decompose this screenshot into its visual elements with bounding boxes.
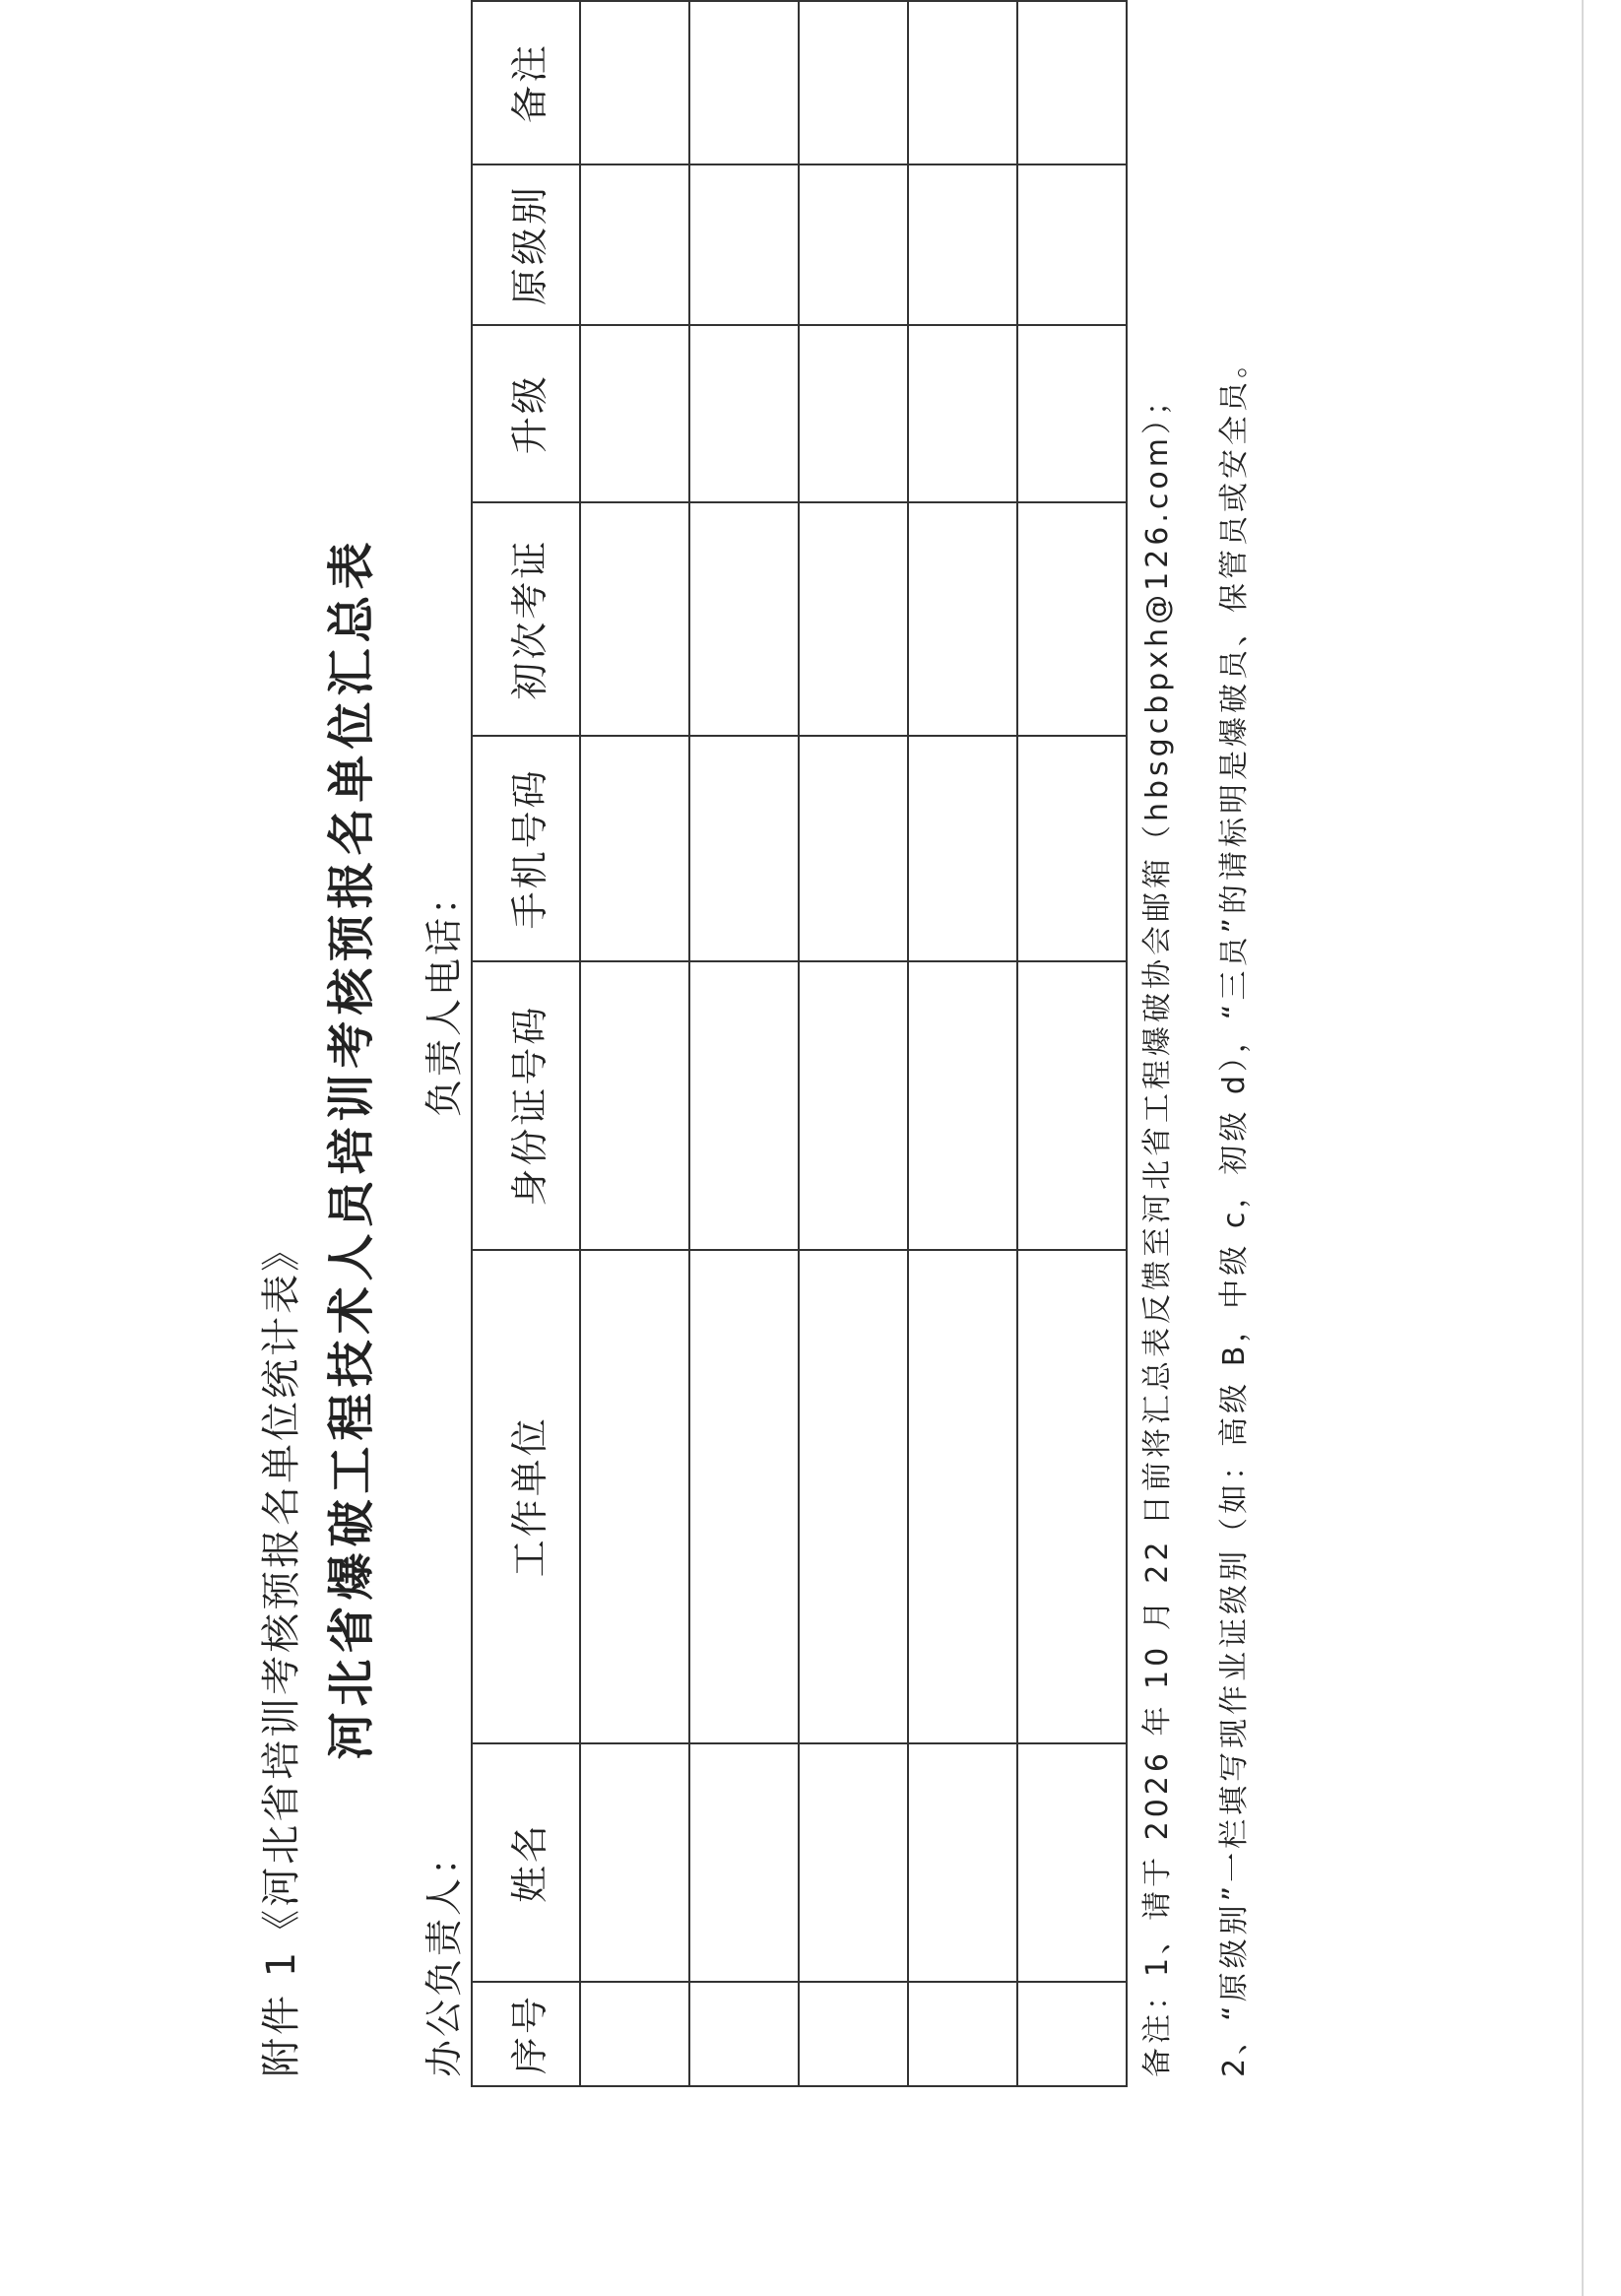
table-cell-upgrade bbox=[1017, 325, 1127, 502]
table-cell-unit bbox=[908, 1250, 1017, 1743]
table-row bbox=[580, 1, 689, 2086]
table-cell-remark bbox=[908, 1, 1017, 164]
form-title: 河北省爆破工程技术人员培训考核预报名单位汇总表 bbox=[324, 536, 379, 1760]
table-cell-mobile bbox=[689, 736, 799, 961]
table-cell-unit bbox=[689, 1250, 799, 1743]
table-cell-name bbox=[580, 1743, 689, 1982]
phone-label: 负责人电话： bbox=[422, 874, 466, 1117]
table-row bbox=[689, 1, 799, 2086]
table-cell-seq bbox=[799, 1982, 908, 2086]
table-cell-name bbox=[689, 1743, 799, 1982]
table-cell-orig bbox=[908, 164, 1017, 325]
table-cell-id bbox=[580, 961, 689, 1250]
header-mobile: 手机号码 bbox=[472, 736, 580, 961]
table-row bbox=[908, 1, 1017, 2086]
table-cell-name bbox=[799, 1743, 908, 1982]
table-cell-upgrade bbox=[689, 325, 799, 502]
header-name: 姓名 bbox=[472, 1743, 580, 1982]
table-cell-mobile bbox=[908, 736, 1017, 961]
header-first-exam: 初次考证 bbox=[472, 502, 580, 736]
table-cell-mobile bbox=[580, 736, 689, 961]
header-seq: 序号 bbox=[472, 1982, 580, 2086]
registration-table bbox=[471, 0, 1128, 2087]
office-head-label: 办公负责人： bbox=[422, 1834, 466, 2077]
table-cell-orig bbox=[689, 164, 799, 325]
table-header-row bbox=[472, 1, 580, 2086]
table-cell-first bbox=[689, 502, 799, 736]
table-cell-id bbox=[799, 961, 908, 1250]
table-cell-id bbox=[689, 961, 799, 1250]
table-cell-unit bbox=[580, 1250, 689, 1743]
table-cell-name bbox=[908, 1743, 1017, 1982]
header-original-level: 原级别 bbox=[472, 164, 580, 325]
table-cell-remark bbox=[1017, 1, 1127, 164]
header-upgrade: 升级 bbox=[472, 325, 580, 502]
table-cell-id bbox=[1017, 961, 1127, 1250]
table-cell-upgrade bbox=[580, 325, 689, 502]
note-line-1: 备注：1、请于 2026 年 10 月 22 日前将汇总表反馈至河北省工程爆破协会邮箱（hbsgcbpxh@126.com）； bbox=[1140, 382, 1175, 2077]
table-cell-upgrade bbox=[799, 325, 908, 502]
header-remark: 备注 bbox=[472, 1, 580, 164]
note-line-2: 2、“原级别”一栏填写现作业证级别（如：高级 B，中级 c，初级 d），“三员”的请标明是爆破员、保管员或安全员。 bbox=[1217, 345, 1252, 2077]
table-cell-unit bbox=[799, 1250, 908, 1743]
table-row bbox=[799, 1, 908, 2086]
table-cell-remark bbox=[689, 1, 799, 164]
table-cell-upgrade bbox=[908, 325, 1017, 502]
table-cell-orig bbox=[580, 164, 689, 325]
table-row bbox=[1017, 1, 1127, 2086]
table-cell-name bbox=[1017, 1743, 1127, 1982]
table-cell-first bbox=[580, 502, 689, 736]
table-cell-seq bbox=[1017, 1982, 1127, 2086]
header-id-number: 身份证号码 bbox=[472, 961, 580, 1250]
header-work-unit: 工作单位 bbox=[472, 1250, 580, 1743]
table-cell-first bbox=[799, 502, 908, 736]
table-cell-seq bbox=[689, 1982, 799, 2086]
table-cell-id bbox=[908, 961, 1017, 1250]
table-cell-orig bbox=[799, 164, 908, 325]
table-cell-first bbox=[1017, 502, 1127, 736]
table-cell-remark bbox=[580, 1, 689, 164]
table-cell-seq bbox=[908, 1982, 1017, 2086]
table-cell-seq bbox=[580, 1982, 689, 2086]
attachment-title: 附件 1《河北省培训考核预报名单位统计表》 bbox=[259, 1228, 304, 2077]
table-body bbox=[580, 1, 1127, 2086]
table-cell-mobile bbox=[1017, 736, 1127, 961]
table-cell-unit bbox=[1017, 1250, 1127, 1743]
table-cell-first bbox=[908, 502, 1017, 736]
table-cell-remark bbox=[799, 1, 908, 164]
table-cell-orig bbox=[1017, 164, 1127, 325]
table-cell-mobile bbox=[799, 736, 908, 961]
